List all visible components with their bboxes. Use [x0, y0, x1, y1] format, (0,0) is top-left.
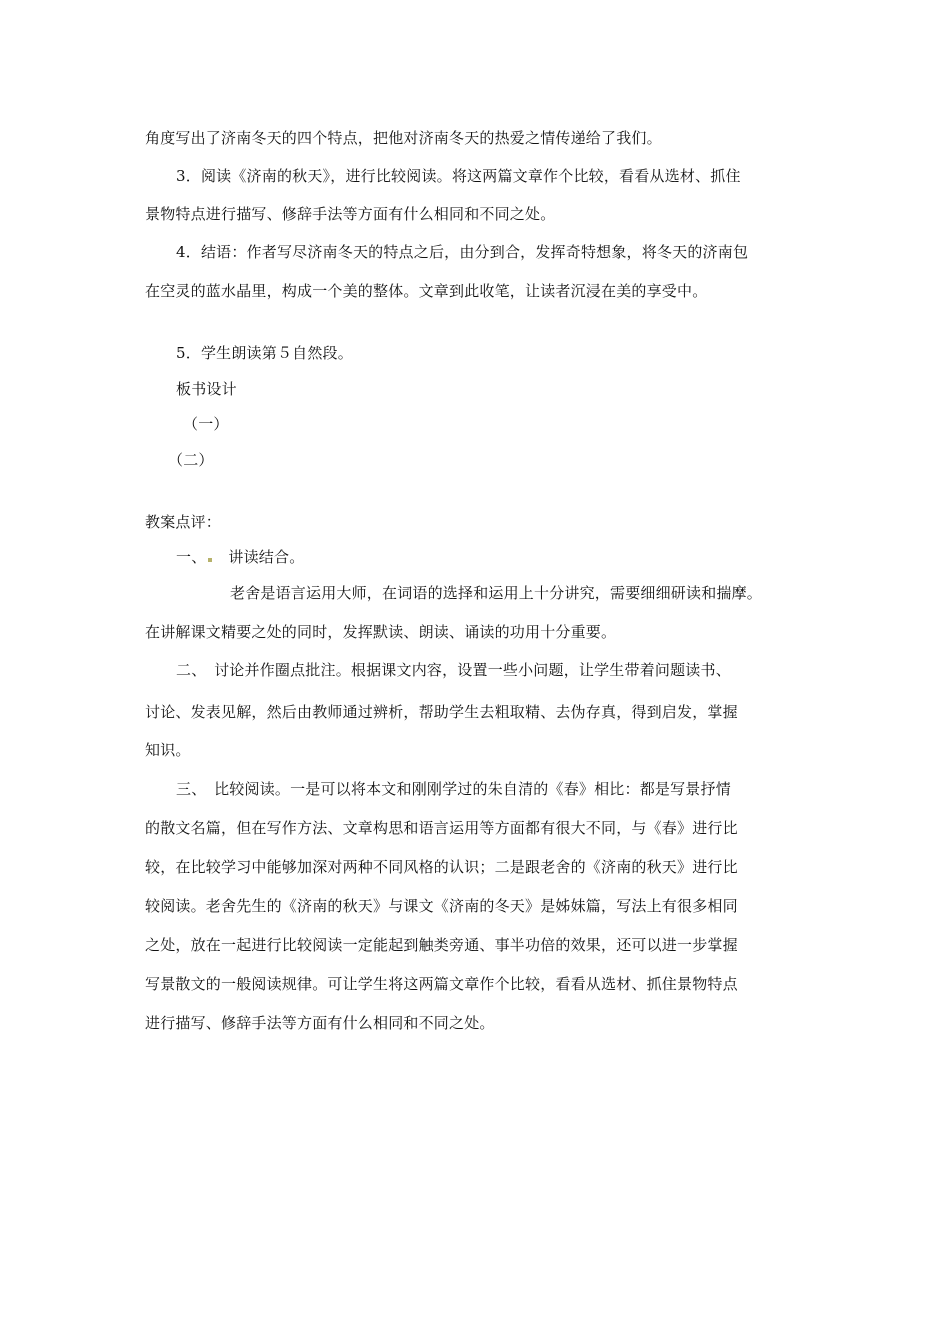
- review-item-1-number: [176, 547, 846, 567]
- review-heading: 教案点评：: [145, 513, 222, 531]
- paragraph-line-3: 景物特点进行描写、修辞手法等方面有什么相同和不同之处。: [145, 205, 556, 223]
- review-item-2: 二、 讨论并作圈点批注。根据课文内容，设置一些小问题，让学生带着问题读书、: [176, 661, 731, 679]
- paragraph-line-13: 较阅读。老舍先生的《济南的秋天》与课文《济南的冬天》是姊妹篇，写法上有很多相同: [145, 897, 738, 915]
- paragraph-line-2: 3．阅读《济南的秋天》，进行比较阅读。将这两篇文章作个比较，看看从选材、抓住: [176, 167, 741, 185]
- paragraph-line-12: 较，在比较学习中能够加深对两种不同风格的认识；二是跟老舍的《济南的秋天》进行比: [145, 858, 738, 876]
- paragraph-line-4: 4．结语：作者写尽济南冬天的特点之后，由分到合，发挥奇特想象，将冬天的济南包: [176, 243, 749, 261]
- paragraph-line-16: 进行描写、修辞手法等方面有什么相同和不同之处。: [145, 1014, 495, 1032]
- board-design-heading: 板书设计: [176, 380, 237, 398]
- paragraph-line-11: 的散文名篇，但在写作方法、文章构思和语言运用等方面都有很大不同，与《春》进行比: [145, 819, 738, 837]
- board-item-2: （二）: [168, 451, 214, 469]
- mark-dot: [208, 558, 212, 562]
- review-item-1-title: 讲读结合。: [228, 548, 305, 566]
- review-item-3: 三、 比较阅读。一是可以将本文和刚刚学过的朱自清的《春》相比：都是写景抒情: [176, 780, 731, 798]
- review-item-1-label: 一、: [176, 548, 207, 566]
- paragraph-line-14: 之处，放在一起进行比较阅读一定能起到触类旁通、事半功倍的效果，还可以进一步掌握: [145, 936, 738, 954]
- board-item-1: （一）: [183, 415, 229, 433]
- paragraph-line-1: 角度写出了济南冬天的四个特点，把他对济南冬天的热爱之情传递给了我们。: [145, 129, 662, 147]
- paragraph-line-7: 老舍是语言运用大师，在词语的选择和运用上十分讲究，需要细细研读和揣摩。: [230, 584, 763, 602]
- paragraph-line-5: 在空灵的蓝水晶里，构成一个美的整体。文章到此收笔，让读者沉浸在美的享受中。: [145, 282, 708, 300]
- paragraph-line-10: 知识。: [145, 741, 191, 759]
- paragraph-line-15: 写景散文的一般阅读规律。可让学生将这两篇文章作个比较，看看从选材、抓住景物特点: [145, 975, 738, 993]
- paragraph-line-8: 在讲解课文精要之处的同时，发挥默读、朗读、诵读的功用十分重要。: [145, 623, 617, 641]
- paragraph-line-6: 5．学生朗读第５自然段。: [176, 344, 353, 362]
- paragraph-line-9: 讨论、发表见解，然后由教师通过辨析，帮助学生去粗取精、去伪存真，得到启发，掌握: [145, 703, 738, 721]
